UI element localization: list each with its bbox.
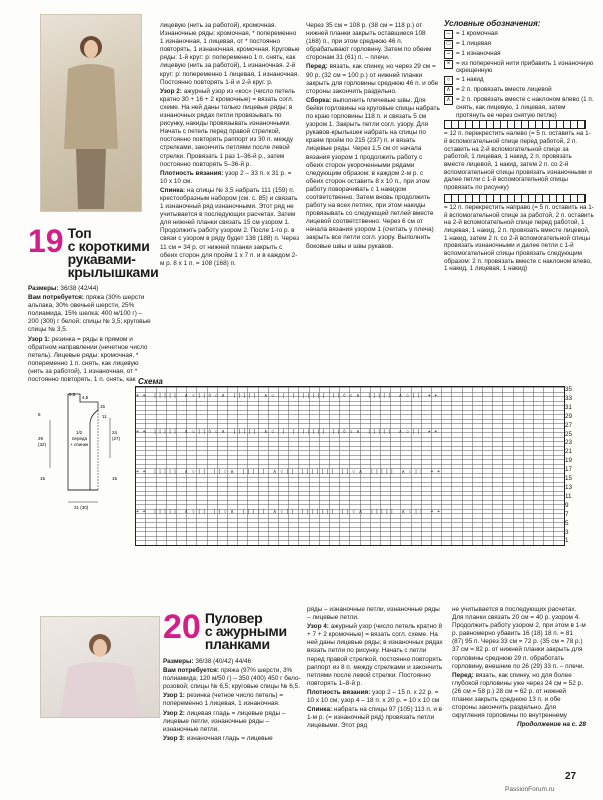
model-19-col1: Размеры: 36/38 (42/44) Вам потребуется: пряжа (30% шерсти альпака, 30% овечьей шерсти, 25% полиамида, 15% шелка; 400 м/100 г) – 200 (300) г белой; спицы № 3,5; круговые спицы № 3,5. Узор 1: резинка = ряды в прямом и обратном направлении (нечетное число петель). Лицевые ряды: кромочная, * попеременно 1 п. снять, как лицевую (нить за работой), 1 изнаночная, от * постоянно повторять, 1 п. снять, как xyxy=(28,285,151,384)
svg-text:4,5: 4,5 xyxy=(82,395,89,400)
model-19-col2: лицевую (нить за работой), кромочная. Изнаночные ряды: кромочная, * попеременно 1 изнаночная, 1 лицевая, от * постоянно повторять, 1 изнаночная, кромочная. Круговые ряды: 1-й круг: р: попеременно 1 п. снять, как лицевую (нить за работой), 1 изнаночная. 2-й круг: р: попеременно 1 лицевая, 1 изнаночная. Постоянно повторять 1-й и 2-й круг. р. Узор 2: ажурный узор из «кос» (число петель кратно 30 + 16 + 2 кромочные) = вязать согл. схеме. На ней даны только лицевые ряды; в изнаночных рядах петли провязывать по рисунку, накиды провязывать изнаночными. Начать с петель перед правой стрелкой, постоянно повторять раппорт из 30 п. между стрелками, закончить петлями после левой стрелки. Провязать 1 раз 1–36-й р., затем постоянно повторять 5–36-й р. Плотность вязания: узор 2 – 33 п. x 31 р. = 10 x 10 см. Спинка: на спицы № 3,5 набрать 111 (159) п. крестообразным набором (см. с. 85) и связать 1 изнаночный ряд изнаночными. Этот ряд не учитывается в последующих расчетах. Затем для нижней планки связать 15 см узором 1. Продолжить работу узором 2. После 1-го р. в связи с узором в ряду будет 138 (188) п. Через 11 см = 34 р. от нижней планки закрыть с обеих сторон для пройм 1 x 7 п. и в каждом 2-м р. 8 x 1 п. = 108 (168) п. xyxy=(160,22,300,267)
legend-item: ○ = 1 накид xyxy=(444,76,594,85)
title-line: планками xyxy=(204,636,270,652)
model-20-col2: ряды – изнаночные петли, изнаночные ряды – лицевые петли. Узор 4: ажурный узор (число петель кратно 8 + 7 + 2 кромочные) = вязать согл. схеме. На ней даны лицевые ряды; в изнаночных рядах вязать петли по рисунку. Начать с петли перед правой стрелкой, постоянно повторять раппорт из 8 п. между стрелками и закончить петлями после левой стрелки. Постоянно повторять 1–8-й р. Плотность вязания: узор 2 – 15 п. x 22 р. = 10 x 10 см; узор 4 – 18 п. x 20 р. = 10 x 10 см Спинка: набрать на спицы 97 (105) 113 п. и в 1-м р. (= изнаночный ряд) провязать петли лицевыми. Этот ряд xyxy=(307,606,443,730)
legend-cable-left: = 12 п. перекрестить налево (= 5 п. оставить на 1-й вспомогательной спице перед работой, 2 п. оставить на 2-й вспомогательной спице за работой, 1 лицевая, 1 накид, 2 п. провязать вместе лицевой, 1 накид, затем 2 п. со 2-й вспомогательной спицы провязать изнаночными и далее петли с 1-й вспомогательной спицы провязать по рисунку) xyxy=(444,130,592,192)
title-line: Пуловер xyxy=(204,610,263,626)
chart-title: Схема xyxy=(138,377,163,386)
model-20-title xyxy=(163,608,303,652)
garment-schematic xyxy=(38,390,128,512)
svg-text:6: 6 xyxy=(38,412,41,417)
model-19-title xyxy=(28,223,159,280)
svg-text:24: 24 xyxy=(112,430,118,435)
svg-text:переда: переда xyxy=(72,436,87,441)
svg-text:15: 15 xyxy=(100,404,106,409)
svg-text:21 (30): 21 (30) xyxy=(74,505,89,510)
page-number: 27 xyxy=(565,771,577,782)
model-20-col1: Размеры: 36/38 (40/42) 44/46 Вам потребуется: пряжа (97% шерсти, 3% полиамида; 120 м/50 г) – 350 (400) 450 г бело-розовой; спицы № 6,5; круговые спицы № 6,5. Узор 1: резинка (четное число петель) = попеременно 1 лицевая, 1 изнаночная. Узор 2: лицевая гладь = лицевые ряды – лицевые петли, изнаночные ряды – изнаночные петли. Узор 3: изнаночная гладь = лицевые xyxy=(163,658,301,742)
title-line: рукавами- xyxy=(67,251,136,267)
legend-item: × = из поперечной нити прибавить 1 изнаночную скрещенную xyxy=(444,60,594,75)
continued-note: Продолжение на с. 28 xyxy=(517,721,586,729)
svg-text:15: 15 xyxy=(112,476,118,481)
model-20-photo xyxy=(40,616,160,718)
svg-text:15: 15 xyxy=(40,476,46,481)
model-19-photo xyxy=(40,14,142,212)
svg-text:11: 11 xyxy=(102,414,107,419)
svg-text:9,5: 9,5 xyxy=(69,392,76,397)
cable-left-symbol xyxy=(444,120,586,129)
model-figure-icon xyxy=(56,29,126,209)
chart-row: ++ ||||| ∧○|| ||○∧ ||||| ∧○|| ||||||| ||○∧ ||||| ∧○|| ++ xyxy=(136,509,444,515)
svg-text:+ спинки: + спинки xyxy=(70,442,89,447)
chart-row: ++ ||||| ∧○|| ||○∧ ||||| ∧○|| ||||||| ||○∧ ||||| ∧○|| ++ xyxy=(136,469,444,475)
model-20-number: 20 xyxy=(163,608,201,646)
model-figure-icon xyxy=(50,631,150,717)
model-19-number: 19 xyxy=(28,223,64,259)
model-19-col3: Через 35 см = 108 р. (38 см = 118 р.) от нижней планки закрыть оставшиеся 108 (168) п., при этом среднюю 46 п. обрабатывают горловину. Затем по обеим сторонам 31 (61) п. – плечи. Перед: вязать, как спинку, но через 29 см = 90 р. (32 см = 100 р.) от нижней планки закрыть для горловины среднюю 46 п. и обе стороны закончить раздельно. Сборка: выполнить плечевые швы. Для бейки горловины на круговые спицы набрать по краю горловины 118 п. и связать 5 см узором 1. Закрыть петли согл. узору. Для рукавов-крылышек набрать на спицы по краям пройм по 215 (237) п. и вязать лицевые ряды. Через 1,5 см от начала вязания узором 1 продолжить работу с обеих сторон укороченными рядами следующим образом: в каждом 2-м р. с обеих сторон оставить 8 x 10 п., при этом работу поворачивать с 1 накидом соответственно. Затем вновь продолжить работу на всех петлях, при этом накиды провязывать со следующей петлей вместе лицевой соответственно. Через 6 см от начала вязания узором 1 (считать у плеча) закрыть все петли согл. узору. Выполнить боковые швы и швы рукавов. xyxy=(306,22,440,250)
legend-item: – = 1 кромочная xyxy=(444,30,594,39)
legend-item: □ = 1 лицевая xyxy=(444,40,594,49)
chart-row: ++ ||||| ∧○||◊○∧ ||||| ∧○|| ||||||| ||◊○∧ ||||| ∧○|| ++ xyxy=(136,393,441,399)
legend-item: – = 1 изнаночная xyxy=(444,50,594,59)
legend xyxy=(444,20,594,273)
legend-title: Условные обозначения: xyxy=(444,19,541,28)
title-line: с ажурными xyxy=(204,623,287,639)
cable-right-symbol xyxy=(444,194,586,203)
title-line: Топ xyxy=(67,225,92,241)
svg-text:1/2: 1/2 xyxy=(76,430,83,435)
legend-cable-right: = 12 п. перекрестить направо (= 5 п. оставить на 1-й вспомогательной спице за работой, 2 п. оставить на 2-й вспомогательной спице перед работой, 1 лицевая, 1 накид, 2 п. провязать вместе лицевой, 1 накид, затем 2 п. со 2-й вспомогательной спицы провязать изнаночными и далее петли с 1-й вспомогательной спицы провязать следующим образом: 2 п. провязать вместе с наклоном влево, 1 накид, 1 лицевая, 1 накид) xyxy=(444,203,594,273)
svg-text:29: 29 xyxy=(38,436,44,441)
title-line: с короткими xyxy=(67,238,150,254)
svg-text:(32): (32) xyxy=(38,442,47,447)
knitting-chart xyxy=(135,386,565,546)
title-line: крылышками xyxy=(67,264,159,280)
chart-row: ++ ||||| ∧○||◊○∧ ||||| ∧○|| ||||||| ||◊○∧ ||||| ∧○|| ++ xyxy=(136,429,441,435)
legend-item: ∧ = 2 п. провязать вместе лицевой xyxy=(444,86,594,95)
legend-item: ⋏ = 2 п. провязать вместе с наклоном влево (1 п. снять, как лицевую, 1 лицевая, затем протянуть ее через снятую петлю) xyxy=(444,96,594,119)
chart-row-numbers: 35 33 31 29 27 25 23 21 19 17 15 13 11 9 7 5 3 1 xyxy=(565,386,573,545)
site-watermark: PassionForum.ru xyxy=(505,786,555,793)
svg-text:(27): (27) xyxy=(112,436,121,441)
model-20-col3: не учитывается в последующих расчетах. Для планки связать 20 см = 40 р. узором 4. Продолжить работу узором 2, при этом в 1-м р. равномерно убавить 16 (18) 18 п. = 81 (87) 95 п. Через 33 см = 72 р. (35 см = 78 р.) 37 см = 82 р. от нижней планки закрыть для горловины среднюю 29 п. обработать горловину, внешние по 26 (29) 33 п. – плечи. Перед: вязать, как спинку, но для более глубокой горловины уже через 24 см = 52 р. (26 см = 58 р.) 28 см = 62 р. от нижней планки закрыть среднюю 13 п. и обе стороны закончить раздельно. Для скругления горловины по внутреннему Продолжение на с. 28 xyxy=(452,606,586,729)
